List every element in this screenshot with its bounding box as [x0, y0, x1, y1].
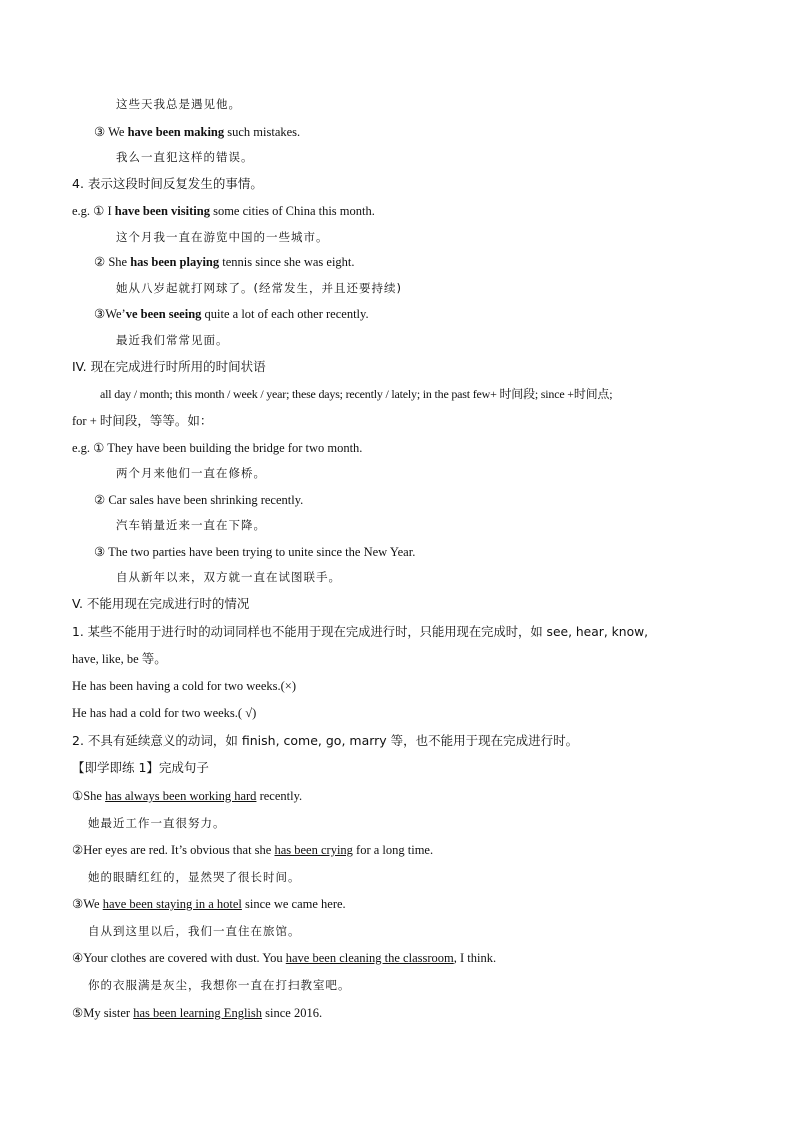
- example-sentence: ③We’ve been seeing quite a lot of each other recently.: [94, 307, 369, 321]
- translation-line: 汽车销量近来一直在下降。: [116, 518, 266, 532]
- exercise-item: ⑤My sister has been learning English since 2016.: [72, 1006, 323, 1020]
- rule-1-cont: have, like, be 等。: [72, 652, 167, 666]
- translation-line: 最近我们常常见面。: [116, 333, 229, 347]
- rule-2: 2. 不具有延续意义的动词，如 finish, come, go, marry 等，也不能用于现在完成进行时。: [72, 733, 579, 748]
- example-sentence: ③ The two parties have been trying to unite since the New Year.: [94, 545, 416, 559]
- example-sentence: ② Car sales have been shrinking recently.: [94, 493, 304, 507]
- example-sentence: ③ We have been making such mistakes.: [94, 125, 301, 139]
- section-heading-v: V. 不能用现在完成进行时的情况: [72, 596, 250, 611]
- example-sentence: e.g. ① They have been building the bridge for two month.: [72, 441, 363, 455]
- exercise-item: ②Her eyes are red. It’s obvious that she has been crying for a long time.: [72, 843, 434, 857]
- translation-line: 你的衣服满是灰尘，我想你一直在打扫教室吧。: [88, 978, 351, 992]
- time-adverbials-list-cont: for + 时间段，等等。如：: [72, 414, 213, 428]
- translation-line: 这些天我总是遇见他。: [116, 97, 241, 111]
- translation-line: 两个月来他们一直在修桥。: [116, 466, 266, 480]
- translation-line: 她的眼睛红红的，显然哭了很长时间。: [88, 870, 301, 884]
- right-example: He has had a cold for two weeks.( √): [72, 706, 257, 720]
- rule-1: 1. 某些不能用于进行时的动词同样也不能用于现在完成进行时，只能用现在完成时，如 see, hear, know,: [72, 625, 649, 639]
- time-adverbials-list: all day / month; this month / week / year; these days; recently / lately; in the past few+ 时间段; since +时间点;: [100, 387, 613, 401]
- exercise-heading: 【即学即练 1】完成句子: [72, 760, 209, 775]
- translation-line: 自从新年以来，双方就一直在试图联手。: [116, 570, 341, 584]
- translation-line: 我么一直犯这样的错误。: [116, 150, 254, 164]
- section-heading-iv: IV. 现在完成进行时所用的时间状语: [72, 359, 266, 374]
- exercise-item: ①She has always been working hard recently.: [72, 789, 303, 803]
- wrong-example: He has been having a cold for two weeks.(×): [72, 679, 296, 693]
- exercise-item: ③We have been staying in a hotel since we came here.: [72, 897, 346, 911]
- example-sentence: ② She has been playing tennis since she was eight.: [94, 255, 355, 269]
- exercise-item: ④Your clothes are covered with dust. You have been cleaning the classroom, I think.: [72, 951, 497, 965]
- translation-line: 她最近工作一直很努力。: [88, 816, 226, 830]
- translation-line: 自从到这里以后，我们一直住在旅馆。: [88, 924, 301, 938]
- section-item-4: 4. 表示这段时间反复发生的事情。: [72, 176, 263, 191]
- example-sentence: e.g. ① I have been visiting some cities of China this month.: [72, 204, 375, 218]
- translation-line: 她从八岁起就打网球了。(经常发生，并且还要持续): [116, 281, 402, 295]
- translation-line: 这个月我一直在游览中国的一些城市。: [116, 230, 329, 244]
